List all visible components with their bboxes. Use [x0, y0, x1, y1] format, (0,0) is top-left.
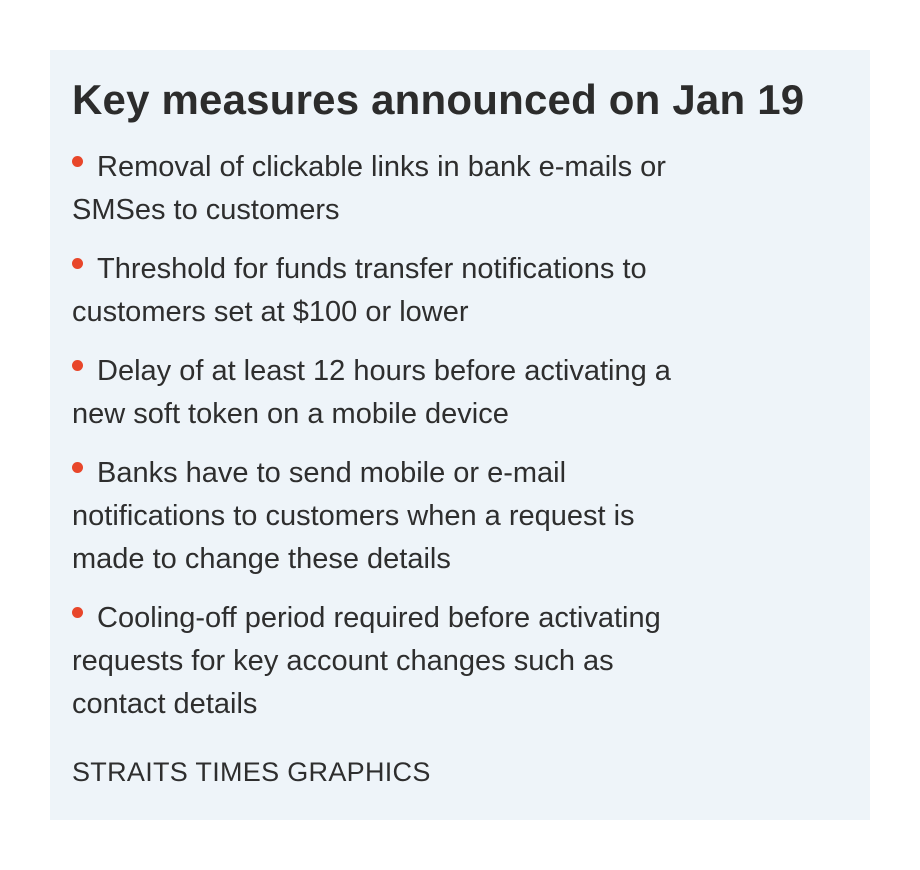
measure-item: [72, 597, 692, 726]
measure-text: Banks have to send mobile or e-mail notifications to customers when a request is made to change these details: [72, 457, 635, 575]
measure-item: [72, 248, 692, 334]
bullet-dot-icon: [72, 258, 83, 269]
source-credit: STRAITS TIMES GRAPHICS: [72, 757, 431, 787]
bullet-dot-icon: [72, 607, 83, 618]
measure-item: [72, 452, 692, 581]
measure-text: Removal of clickable links in bank e-mails or SMSes to customers: [72, 151, 666, 226]
measure-text: Threshold for funds transfer notifications to customers set at $100 or lower: [72, 253, 647, 328]
bullet-dot-icon: [72, 156, 83, 167]
measure-text: Cooling-off period required before activating requests for key account changes such as contact details: [72, 602, 661, 720]
measure-item: [72, 146, 692, 232]
measures-list: [72, 146, 692, 726]
bullet-dot-icon: [72, 462, 83, 473]
bullet-dot-icon: [72, 360, 83, 371]
graphic-title: Key measures announced on Jan 19: [72, 76, 805, 123]
graphic-panel: [50, 50, 870, 820]
measure-text: Delay of at least 12 hours before activating a new soft token on a mobile device: [72, 355, 671, 430]
measure-item: [72, 350, 692, 436]
